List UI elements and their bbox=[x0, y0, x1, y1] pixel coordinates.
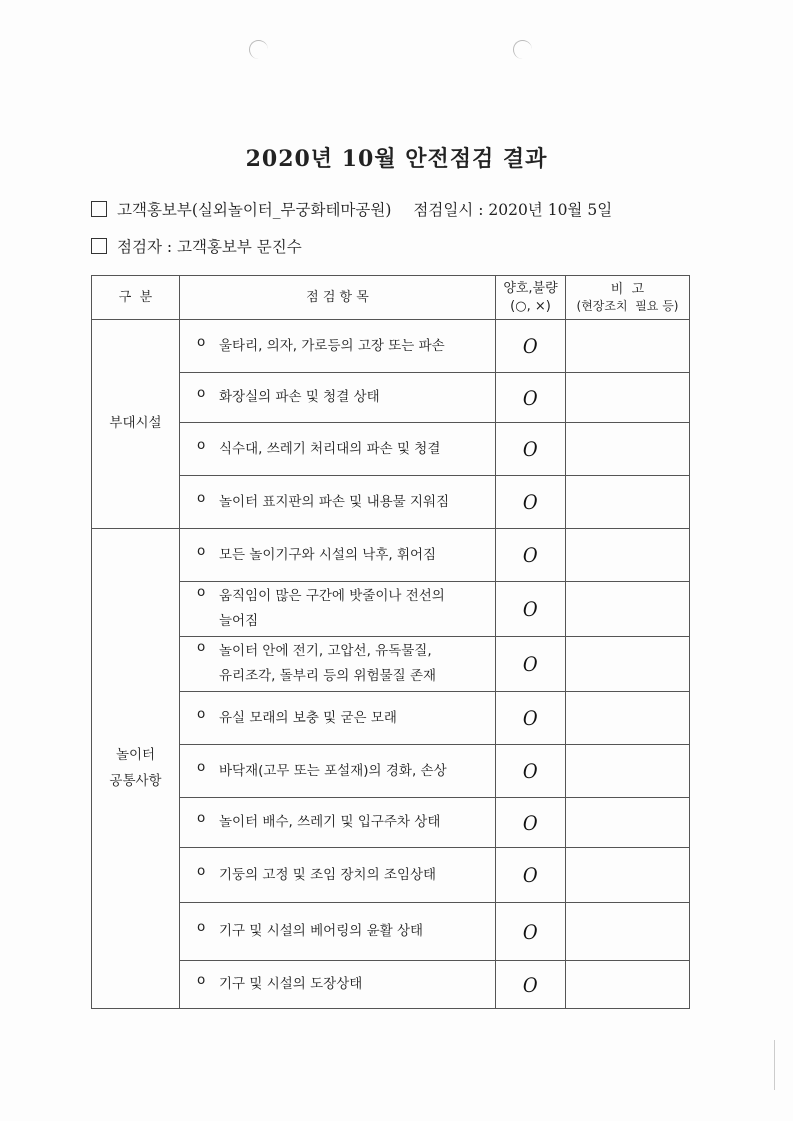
bullet-icon: o bbox=[197, 489, 206, 506]
result-mark: O bbox=[523, 759, 538, 783]
check-item-cell bbox=[180, 745, 496, 798]
check-item-text: 유실 모래의 보충 및 굳은 모래 bbox=[219, 709, 397, 726]
result-cell bbox=[496, 637, 566, 692]
result-cell bbox=[496, 320, 566, 373]
header-result-line1: 양호,불량 bbox=[503, 280, 558, 296]
bullet-icon: o bbox=[197, 639, 206, 656]
check-item-text: 놀이터 배수, 쓰레기 및 입구주차 상태 bbox=[219, 814, 441, 831]
checkbox-icon bbox=[91, 201, 107, 217]
note-cell bbox=[566, 582, 690, 637]
bullet-icon: o bbox=[197, 810, 206, 827]
check-item-cell bbox=[180, 582, 496, 637]
result-cell bbox=[496, 373, 566, 423]
table-row bbox=[92, 476, 690, 529]
bullet-icon: o bbox=[197, 333, 206, 350]
check-item-text: 모든 놀이기구와 시설의 낙후, 휘어짐 bbox=[219, 546, 437, 563]
note-cell bbox=[566, 745, 690, 798]
result-mark: O bbox=[523, 385, 538, 410]
check-item-cell bbox=[180, 961, 496, 1009]
note-cell bbox=[566, 637, 690, 692]
punch-hole bbox=[513, 40, 532, 59]
bullet-icon: o bbox=[197, 385, 206, 402]
result-mark: O bbox=[523, 597, 538, 621]
category-cell bbox=[92, 529, 180, 1009]
bullet-icon: o bbox=[197, 972, 206, 989]
check-item-text: 울타리, 의자, 가로등의 고장 또는 파손 bbox=[219, 337, 445, 354]
table-row bbox=[92, 423, 690, 476]
category-label: 놀이터 bbox=[115, 746, 156, 763]
header-note-line1: 비 고 bbox=[610, 281, 645, 297]
page-title: 2020년 10월 안전점검 결과 bbox=[245, 146, 548, 172]
note-cell bbox=[566, 961, 690, 1009]
header-category: 구 분 bbox=[92, 276, 180, 320]
bullet-icon: o bbox=[197, 584, 206, 601]
punch-hole bbox=[249, 40, 268, 59]
note-cell bbox=[566, 848, 690, 903]
table-row bbox=[92, 637, 690, 692]
check-item-text: 기둥의 고정 및 조임 장치의 조임상태 bbox=[219, 866, 437, 883]
header-result-line2: (○, ×) bbox=[510, 298, 551, 314]
result-cell bbox=[496, 476, 566, 529]
check-item-cell bbox=[180, 476, 496, 529]
check-item-text: 바닥재(고무 또는 포설재)의 경화, 손상 bbox=[219, 762, 447, 779]
check-item-cell bbox=[180, 848, 496, 903]
inspection-date-text: 점검일시 : 2020년 10월 5일 bbox=[413, 201, 613, 219]
note-cell bbox=[566, 373, 690, 423]
bullet-icon: o bbox=[197, 919, 206, 936]
result-mark: O bbox=[523, 334, 538, 358]
bullet-icon: o bbox=[197, 758, 206, 775]
info-line-inspector bbox=[91, 235, 302, 257]
check-item-text: 움직임이 많은 구간에 밧줄이나 전선의 bbox=[219, 588, 445, 605]
table-row bbox=[92, 529, 690, 582]
note-cell bbox=[566, 903, 690, 961]
check-item-text: 놀이터 표지판의 파손 및 내용물 지워짐 bbox=[219, 493, 450, 510]
table-row bbox=[92, 798, 690, 848]
result-mark: O bbox=[523, 919, 538, 944]
table-row bbox=[92, 848, 690, 903]
result-mark: O bbox=[523, 706, 538, 730]
check-item-cell bbox=[180, 529, 496, 582]
bullet-icon: o bbox=[197, 436, 206, 453]
category-cell bbox=[92, 320, 180, 529]
check-item-cell bbox=[180, 692, 496, 745]
header-note-line2: (현장조치 필요 등) bbox=[576, 299, 679, 314]
table-row bbox=[92, 373, 690, 423]
header-note bbox=[566, 276, 690, 320]
check-item-text: 유리조각, 돌부리 등의 위험물질 존재 bbox=[219, 668, 437, 684]
result-mark: O bbox=[523, 437, 538, 461]
result-mark: O bbox=[523, 972, 538, 997]
check-item-cell bbox=[180, 798, 496, 848]
result-cell bbox=[496, 529, 566, 582]
check-item-text: 기구 및 시설의 도장상태 bbox=[219, 976, 363, 993]
result-cell bbox=[496, 423, 566, 476]
note-cell bbox=[566, 476, 690, 529]
result-cell bbox=[496, 745, 566, 798]
inspector-text: 점검자 : 고객홍보부 문진수 bbox=[117, 238, 302, 256]
check-item-cell bbox=[180, 320, 496, 373]
result-mark: O bbox=[523, 810, 538, 835]
check-item-cell bbox=[180, 423, 496, 476]
table-header-row bbox=[92, 276, 690, 320]
result-mark: O bbox=[523, 863, 538, 887]
result-cell bbox=[496, 692, 566, 745]
check-item-cell bbox=[180, 637, 496, 692]
department-text: 고객홍보부(실외놀이터_무궁화테마공원) bbox=[117, 201, 392, 219]
table-row bbox=[92, 961, 690, 1009]
table-row bbox=[92, 582, 690, 637]
table-row bbox=[92, 692, 690, 745]
result-cell bbox=[496, 903, 566, 961]
result-cell bbox=[496, 961, 566, 1009]
result-mark: O bbox=[523, 490, 538, 514]
check-item-text: 기구 및 시설의 베어링의 윤활 상태 bbox=[219, 923, 424, 940]
result-mark: O bbox=[523, 652, 538, 676]
inspection-table bbox=[91, 275, 690, 1009]
checkbox-icon bbox=[91, 238, 107, 254]
header-result bbox=[496, 276, 566, 320]
table-row bbox=[92, 745, 690, 798]
header-items: 점 검 항 목 bbox=[180, 276, 496, 320]
result-mark: O bbox=[523, 543, 538, 567]
check-item-cell bbox=[180, 373, 496, 423]
bullet-icon: o bbox=[197, 705, 206, 722]
check-item-cell bbox=[180, 903, 496, 961]
scan-artifact bbox=[774, 1040, 775, 1090]
bullet-icon: o bbox=[197, 542, 206, 559]
note-cell bbox=[566, 692, 690, 745]
check-item-text: 늘어짐 bbox=[219, 613, 259, 629]
result-cell bbox=[496, 798, 566, 848]
table-row bbox=[92, 903, 690, 961]
note-cell bbox=[566, 423, 690, 476]
check-item-text: 식수대, 쓰레기 처리대의 파손 및 청결 bbox=[219, 440, 441, 457]
category-label: 공통사항 bbox=[109, 772, 162, 789]
check-item-text: 화장실의 파손 및 청결 상태 bbox=[219, 389, 380, 406]
result-cell bbox=[496, 582, 566, 637]
category-label: 부대시설 bbox=[109, 415, 162, 432]
bullet-icon: o bbox=[197, 862, 206, 879]
result-cell bbox=[496, 848, 566, 903]
info-line-department bbox=[91, 198, 612, 220]
note-cell bbox=[566, 798, 690, 848]
check-item-text: 놀이터 안에 전기, 고압선, 유독물질, bbox=[219, 643, 432, 660]
note-cell bbox=[566, 529, 690, 582]
note-cell bbox=[566, 320, 690, 373]
table-row bbox=[92, 320, 690, 373]
